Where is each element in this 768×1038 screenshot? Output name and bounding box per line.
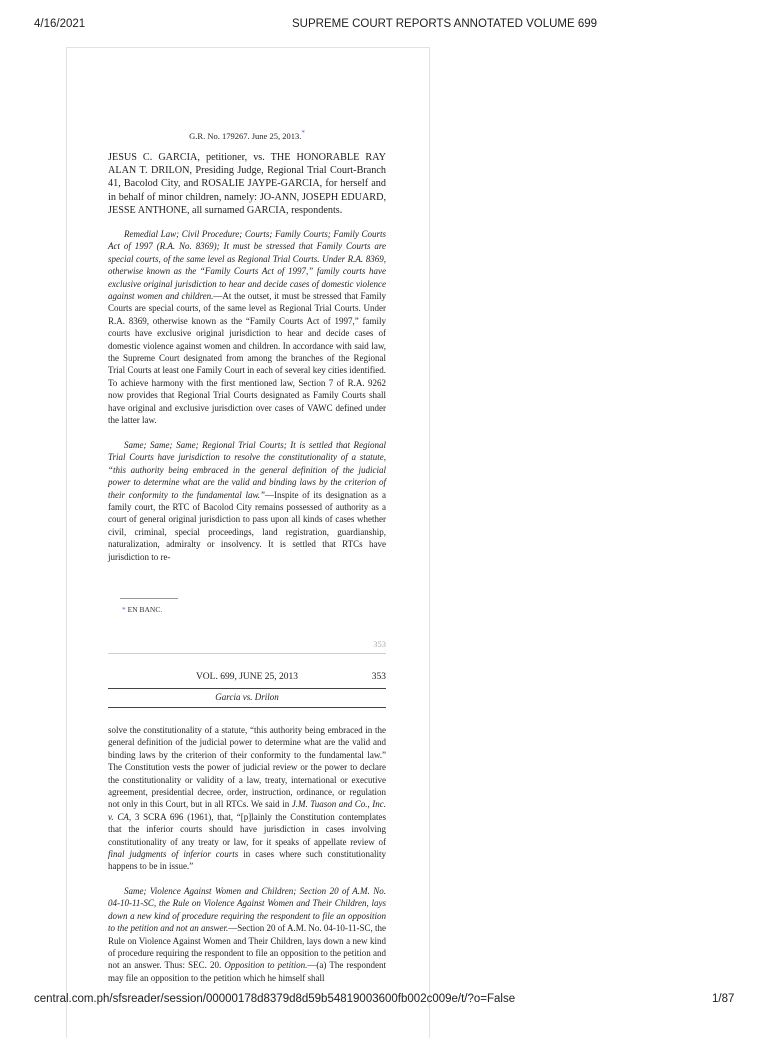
footnote-marker: * (122, 605, 126, 614)
case-parties: JESUS C. GARCIA, petitioner, vs. THE HONORABLE RAY ALAN T. DRILON, Presiding Judge, Regional Trial Court-Branch 41, Bacolod City, and ROSALIE JAYPE-GARCIA, for herself and in behalf of minor children, namely: JO-ANN, JOSEPH EDUARD, JESSE ANTHONE, all surnamed GARCIA, respondents. (108, 152, 386, 216)
syllabus-3-headnote: Same; Violence Against Women and Children; Section 20 of A.M. No. 04-10-11-SC, the Rule on Violence Against Women and Their Children, lays down a new kind of procedure requiring the respondent to file an opposition to the petition and not an answer. (108, 886, 386, 934)
footnote-text: EN BANC. (127, 605, 163, 614)
page-break-divider (108, 653, 386, 654)
syllabus-paragraph-2-continued (108, 724, 386, 873)
syllabus-paragraph-1 (108, 228, 386, 427)
syllabus-paragraph-2 (108, 439, 386, 563)
running-head-rule-bottom (108, 707, 386, 708)
syllabus-2c-text-b: , 3 SCRA 696 (1961), that, “[p]lainly the Constitution contemplates that the inferior courts should have jurisdiction in cases involving constitutionality of any treaty or law, for it speaks of appellate review of (108, 811, 387, 847)
running-head-page: 353 (371, 672, 386, 682)
syllabus-2c-text-a: solve the constitutionality of a statute, “this authority being embraced in the general definition of the judicial power to determine what are the valid and binding laws by the criterion of their conformity to the fundamental law.” The Constitution vests the power of judicial review or the power to declare the constitutionality or validity of a law, treaty, international or executive agreement, presidential decree, order, instruction, ordinance, or regulation not only in this Court, but in all RTCs. We said in (108, 725, 386, 810)
footnote-divider (120, 598, 178, 599)
print-url: central.com.ph/sfsreader/session/00000178d8379d8d59b54819003600fb002c009e/t/?o=False (34, 993, 516, 1005)
running-head-title: Garcia vs. Drilon (215, 692, 279, 702)
page-number: 353 (373, 639, 386, 649)
syllabus-paragraph-3 (108, 885, 386, 984)
running-head-volume: VOL. 699, JUNE 25, 2013 (195, 672, 299, 682)
running-head-rule-top (108, 688, 386, 689)
syllabus-3-text-b: —(a) The respondent may file an opposition to the petition which he himself shall (108, 960, 386, 983)
syllabus-1-body: —At the outset, it must be stressed that Family Courts are special courts, of the same level as Regional Trial Courts. Under R.A. 8369, otherwise known as the “Family Courts Act of 1997,” family courts have exclusive original jurisdiction to hear and decide cases of domestic violence against women and children. In accordance with said law, the Supreme Court designated from among the branches of the Regional Trial Courts at least one Family Court in each of several key cities identified. To achieve harmony with the first mentioned law, Section 7 of R.A. 9262 now provides that Regional Trial Courts designated as Family Courts shall have original and exclusive jurisdiction over cases of VAWC defined under the latter law. (108, 291, 386, 426)
syllabus-2c-case-citation: J.M. Tuason and Co., Inc. v. CA (108, 799, 386, 822)
syllabus-1-headnote: Remedial Law; Civil Procedure; Courts; Family Courts; Family Courts Act of 1997 (R.A. No. 8369); It must be stressed that Family Courts are special courts, of the same level as Regional Trial Courts. Under R.A. 8369, otherwise known as the “Family Courts Act of 1997,” family courts have exclusive original jurisdiction to hear and decide cases of domestic violence against women and children. (108, 229, 386, 302)
syllabus-2c-italic-phrase: final judgments of inferior courts (108, 849, 239, 860)
syllabus-2-body: —Inspite of its designation as a family court, the RTC of Bacolod City remains possessed of authority as a court of general original jurisdiction to pass upon all kinds of cases whether civil, criminal, special proceedings, land registration, guardianship, naturalization, admiralty or insolvency. It is settled that RTCs have jurisdiction to re- (108, 489, 386, 562)
case-number-text: G.R. No. 179267. June 25, 2013. (189, 130, 302, 141)
footnote (122, 605, 162, 614)
case-number (108, 129, 386, 141)
print-title: SUPREME COURT REPORTS ANNOTATED VOLUME 699 (292, 18, 598, 30)
print-page-count: 1/87 (712, 993, 735, 1005)
syllabus-2-headnote: Same; Same; Same; Regional Trial Courts; It is settled that Regional Trial Courts have jurisdiction to resolve the constitutionality of a statute, “this authority being embraced in the general definition of the judicial power to determine what are the valid and binding laws by the criterion of their conformity to the fundamental law.” (108, 440, 386, 500)
footnote-link[interactable]: * (301, 129, 305, 137)
syllabus-3-text-a: —Section 20 of A.M. No. 04-10-11-SC, the Rule on Violence Against Women and Their Children, lays down a new kind of procedure requiring the respondent to file an opposition to the petition and not an answer. Thus: SEC. 20. (108, 923, 386, 971)
print-date: 4/16/2021 (34, 18, 86, 30)
syllabus-3-italic-phrase: Opposition to petition. (224, 960, 308, 971)
syllabus-2c-text-c: in cases where such constitutionality happens to be in issue.” (108, 849, 386, 872)
